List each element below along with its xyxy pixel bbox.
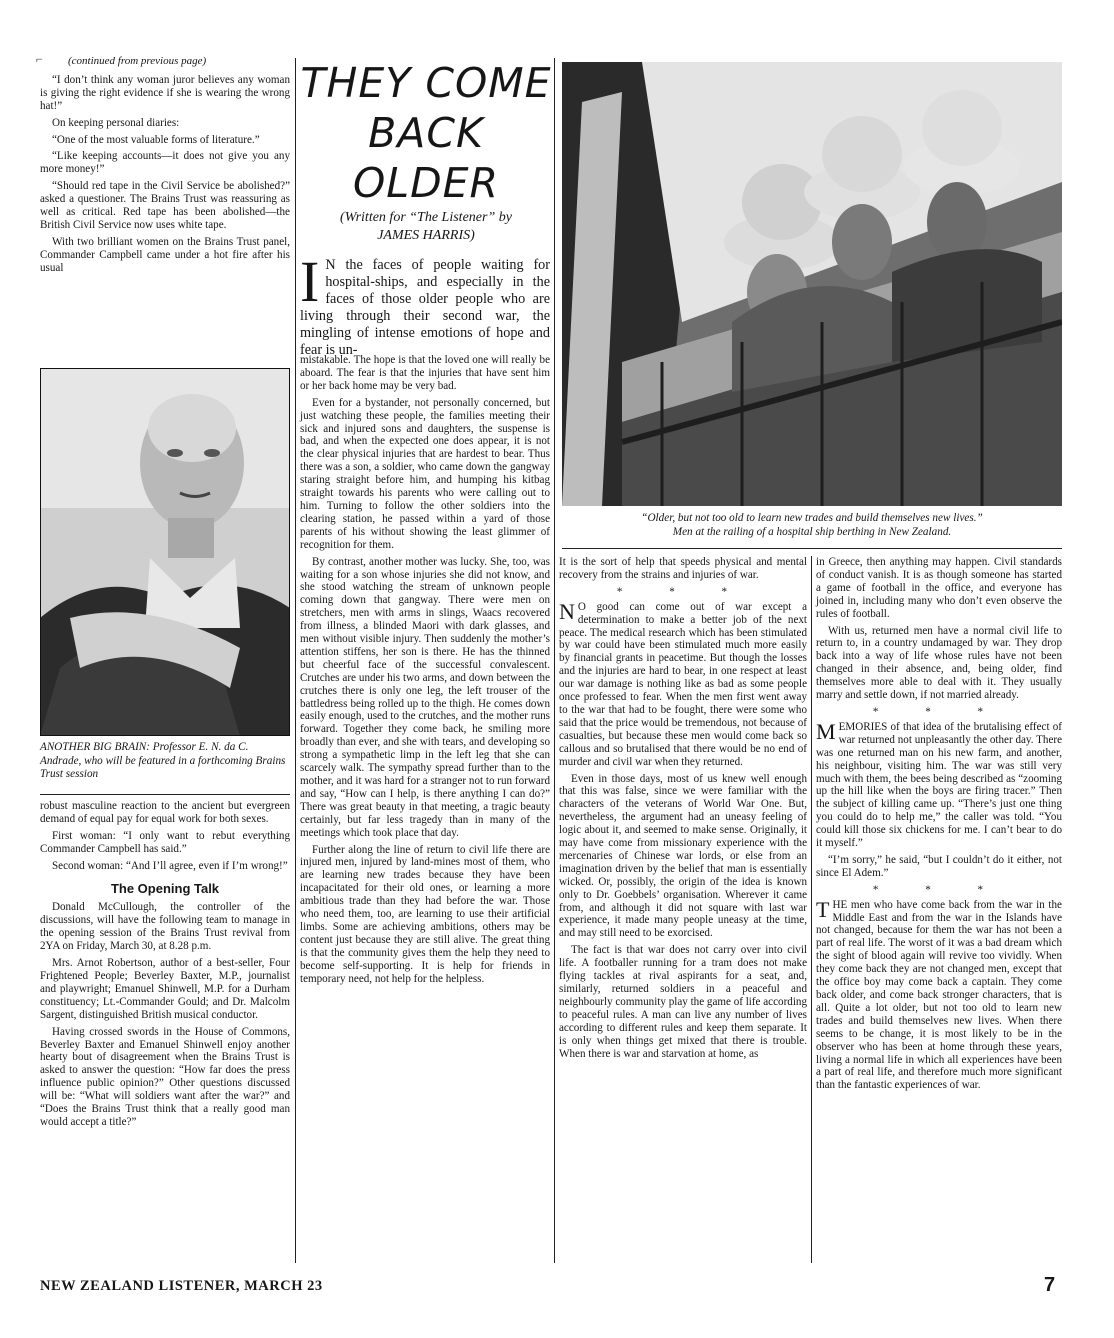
- paragraph: [816, 896, 1062, 1093]
- drop-cap: N: [559, 598, 575, 624]
- portrait-caption: ANOTHER BIG BRAIN: Professor E. N. da C. Andrade, who will be featured in a forthcoming Brains Trust session: [40, 741, 286, 780]
- caption-line: Men at the railing of a hospital ship berthing in New Zealand.: [672, 525, 952, 538]
- column-1-bottom: [40, 800, 290, 1133]
- headline-line: THEY COME: [300, 59, 552, 107]
- section-break: * * *: [872, 705, 1006, 718]
- caption-line: “Older, but not too old to learn new trades and build themselves new lives.”: [641, 512, 983, 524]
- column-3: [559, 556, 807, 1064]
- portrait-illustration: [40, 368, 290, 736]
- section-break: * * *: [872, 883, 1006, 896]
- paragraph: Mrs. Arnot Robertson, author of a best-seller, Four Frightened People; Beverley Baxter, M.P., journalist and playwright; Emanuel Shinwell, M.P. for a Durham constituency; Lt.-Commander Gould; and Dr. Malcolm Sargent, distinguished British musical conductor.: [40, 957, 290, 1021]
- paragraph: Donald McCullough, the controller of the discussions, will have the following team to manage in the opening session of the Brains Trust revival from 2YA on Friday, March 30, at 8.28 p.m.: [40, 901, 290, 953]
- section-break: * * *: [616, 585, 750, 598]
- paragraph: With two brilliant women on the Brains Trust panel, Commander Campbell came under a hot fire after his usual: [40, 235, 290, 274]
- drop-cap: T: [816, 896, 830, 922]
- paragraph: On keeping personal diaries:: [52, 116, 180, 129]
- paragraph: [816, 718, 1062, 850]
- paragraph-text: EMORIES of that idea of the brutalising effect of war returned not unpleasantly the other day. There was one returned man on his new farm, and another, his neighbour, visiting him. The war was still very much with them, the bees being described as “zooming up the hill like when the boys are firing tracer.” Then the subject of killing came up. “There’s just one thing you could do to help me,” the caller was told. “You could kill those six chickens for me. I can’t bear to do it myself.”: [816, 720, 1062, 850]
- portrait-photo: [40, 368, 290, 736]
- paragraph: Second woman: “And I’ll agree, even if I’m wrong!”: [52, 859, 288, 872]
- paragraph: First woman: “I only want to rebut everything Commander Campbell has said.”: [40, 829, 290, 855]
- paragraph: Even for a bystander, not personally concerned, but just watching these people, the families meeting their sick and injured sons and daughters, the suspense is bad, and when the expected one does appear, it is not the clear physical injuries that are hardest to bear. Thus there was a son, a soldier, who came down the gangway staring straight before him, and humping his kitbag straight towards his parents who were calling out to him. Turning to follow the other soldiers into the clearing station, he passed within a yard of those parents of his without showing the least glimmer of recognition for them.: [300, 396, 550, 551]
- byline-line: (Written for “The Listener” by: [340, 210, 512, 225]
- paragraph: Even in those days, most of us knew well enough that this was false, since we were familiar with the characters of the veterans of World War One. But, nevertheless, the argument had an uneasy feeling of logic about it, and seemed to make sense. Originally, it may have come from missionary experience with the mercenaries of Chinese war lords, or else from an imagination driven by the belief that man is essentially wicked. Or, possibly, the origin of the idea is known only to Dr. Goebbels’ organisation. Wherever it came from, and although it did not square with last war experience, it made many people uneasy at the time, and may still need to be exorcised.: [559, 772, 807, 940]
- continued-note: (continued from previous page): [68, 55, 207, 67]
- paragraph: Having crossed swords in the House of Commons, Beverley Baxter and Emanuel Shinwell enjoy another hearty bout of disagreement when the Brains Trust is asked to answer the question: “How far does the press influence public opinion?” Other questions discussed will be: “What will soldiers want after the war?” and “Does the Brains Trust think that a really good man would accept a title?”: [40, 1025, 290, 1128]
- caption-rule: [562, 548, 1062, 549]
- hospital-ship-photo: [562, 62, 1062, 506]
- caption-rule: [40, 794, 290, 795]
- lede-text: N the faces of people waiting for hospital-ships, and especially in the faces of those older people who are living through their second war, the mingling of intense emotions of hope and fear is un-: [300, 257, 550, 358]
- paragraph: [559, 598, 807, 769]
- paragraph: Further along the line of return to civil life there are injured men, injured by land-mines most of them, who are learning new trades because they have been incapacitated for their old ones, or learning a more ambitious trade than they had before the war. Those who need them, too, are learning to use their artificial limbs. Some are achieving ambitions, others may be content just because they are still alive. The great thing is that the community gives them the help they need to become self-supporting. It is help for friends in temporary need, not help for the helpless.: [300, 843, 550, 985]
- paragraph: in Greece, then anything may happen. Civil standards of conduct vanish. It is as though someone has started a game of football in the office, and everyone has joined in, including many who don’t even observe the rules of football.: [816, 556, 1062, 620]
- column-rule: [554, 58, 555, 1263]
- page-footer: NEW ZEALAND LISTENER, MARCH 23: [40, 1278, 323, 1294]
- paragraph: It is the sort of help that speeds physical and mental recovery from the strains and injuries of war.: [559, 556, 807, 581]
- column-rule: [811, 556, 812, 1263]
- hospital-ship-illustration: [562, 62, 1062, 506]
- headline-line: BACK: [368, 109, 484, 157]
- paragraph: robust masculine reaction to the ancient but evergreen demand of equal pay for equal work for both sexes.: [40, 800, 290, 825]
- column-4: [816, 556, 1062, 1096]
- column-1-top: [40, 55, 290, 279]
- column-rule: [295, 58, 296, 1263]
- page-number: 7: [1044, 1274, 1056, 1296]
- paragraph: “Should red tape in the Civil Service be abolished?” asked a questioner. The Brains Trust was reassuring as well as critical. Red tape has been abolished—the British Civil Service now uses white tape.: [40, 180, 290, 231]
- drop-cap: I: [300, 249, 320, 314]
- paragraph-text: HE men who have come back from the war in the Middle East and from the war in the Islands have not changed, because for them the war has not been a part of real life. The worst of it was a bad dream which the sight of blood again will revive too vividly. When they come back they are not changed men, except that the office boy may come back a captain. They come back older, and come back stronger characters, that is all. Quite a lot older, but not too old to learn new trades and build themselves new lives. When there seems to be change, it is most likely to be in the observer who has been at home through these years, living a normal life in which all experiences have been a part of real life, and therefore much more significant than the fantastic experiences of war.: [816, 898, 1062, 1092]
- headline-line: OLDER: [352, 159, 500, 207]
- paragraph: “I’m sorry,” he said, “but I couldn’t do it either, not since El Adem.”: [816, 853, 1062, 879]
- paragraph: “One of the most valuable forms of literature.”: [52, 133, 260, 146]
- paragraph: With us, returned men have a normal civil life to return to, in a country undamaged by war. They drop back into a way of life whose rules have not been changed in their absence, and, being older, find themselves more able to deal with it. They usually marry and settle down, if not married already.: [816, 624, 1062, 702]
- paragraph: By contrast, another mother was lucky. She, too, was waiting for a son whose injuries she did not know, and she stood watching the stream of unknown people coming down that gangway. There were men on stretchers, men with arms in slings, Waacs recovered from illness, a blinded Maori with dark glasses, and men without visible injury. Then suddenly the mother’s attention stiffens, her son is there. He has the thinned but cheerful face of the successful convalescent. Crutches are under his two arms, and down between the crutches there is only one leg, the left trouser of the battledress being rolled up to the thigh. He comes down easily enough, used to the crutches, and the mother runs forward. Together they come back, he smiling more broadly than ever, and she with tears, and developing so strong a sympathetic limp in the left leg that she can scarcely walk. The sympathy spread further than to the mother, and it was hard for a stranger not to run forward and say, “How can I help, is there anything I can do?” There was great beauty in that meeting, a tragic beauty certainly, but far less tragedy than in many of the meetings which took place that day.: [300, 555, 550, 839]
- paragraph-text: O good can come out of war except a determination to make a better job of the next peace. The medical research which has been stimulated by war could have been stimulated much more easily by financial grants in peacetime. But though the losses and the injuries are hard to bear, in one respect at least our war damage is nothing like as bad as some people once professed to fear. When the men first went away to the war that had to be fought, there were some who said that the price would be tremendous, not because of casualties, but because these men would come back so callous and so brutalised that there would be no end of murder and civil war when they returned.: [559, 600, 807, 768]
- paragraph: The fact is that war does not carry over into civil life. A footballer running for a tram does not make flying tackles at rival aspirants for a seat, and, similarly, returned soldiers in a peaceful and neighbourly community play the game of life according to peaceful rules. A man can live any number of lives according to different rules and keep them separate. It is only when things get mixed that there is trouble. When there is war and starvation at home, as: [559, 944, 807, 1060]
- column-2: [300, 354, 550, 990]
- paragraph: mistakable. The hope is that the loved one will really be aboard. The fear is that the injuries that have sent him or her back home may be very bad.: [300, 354, 550, 392]
- byline: [298, 209, 554, 245]
- paragraph: “I don’t think any woman juror believes any woman is giving the right evidence if she is wearing the wrong hat!”: [40, 73, 290, 112]
- article-lede: [300, 249, 550, 359]
- byline-author: JAMES HARRIS): [377, 228, 475, 243]
- drop-cap: M: [816, 718, 836, 744]
- ship-photo-caption: [562, 512, 1062, 539]
- corner-mark: ⌐: [36, 52, 43, 66]
- subhead: The Opening Talk: [110, 880, 220, 896]
- article-headline: [298, 58, 554, 208]
- paragraph: “Like keeping accounts—it does not give you any more money!”: [40, 150, 290, 176]
